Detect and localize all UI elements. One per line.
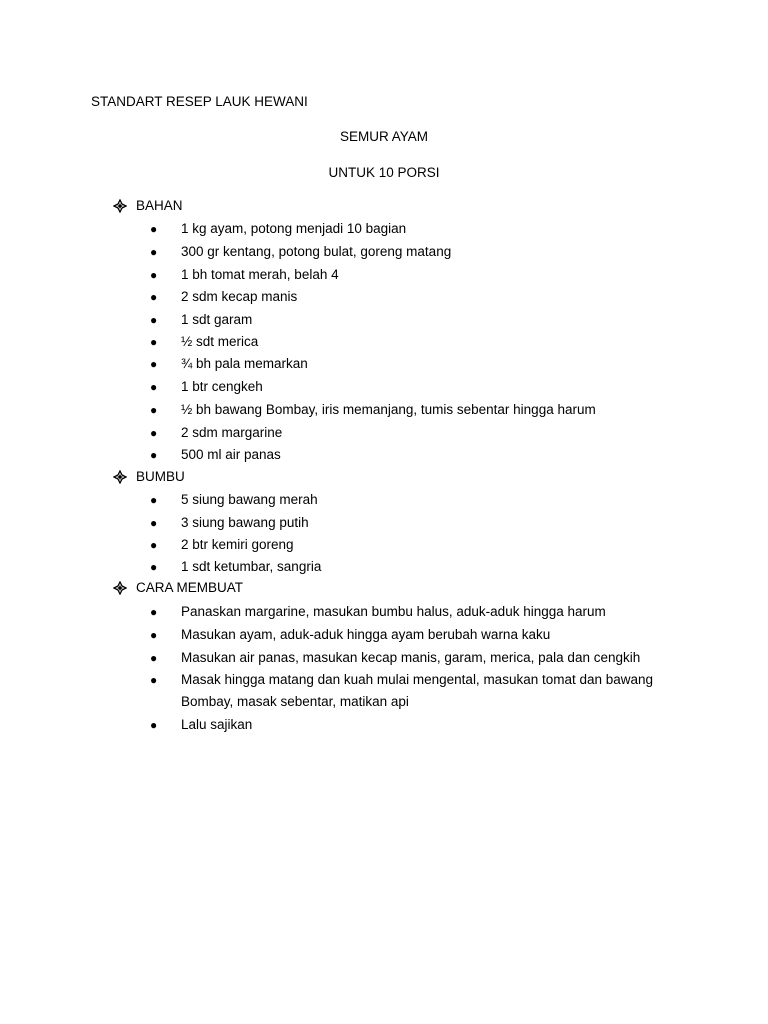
section-heading-label: BAHAN [136,198,183,213]
list-item: ● 2 sdm kecap manis [150,289,298,304]
section-heading-bahan [113,198,183,213]
section-heading-bumbu [113,469,185,484]
section-heading-cara-membuat [113,580,243,595]
list-item: ● 2 sdm margarine [150,425,283,440]
list-item: ● 2 btr kemiri goreng [150,537,294,552]
section-heading-label: CARA MEMBUAT [136,580,244,595]
list-item: ● Masukan air panas, masukan kecap manis, garam, merica, pala dan cengkih [150,650,641,665]
list-item: ● ½ sdt merica [150,334,259,349]
diamond-bullet-icon [113,199,127,213]
list-item: ● 3 siung bawang putih [150,515,309,530]
list-item: ● ½ bh bawang Bombay, iris memanjang, tumis sebentar hingga harum [150,402,596,417]
list-item: ● 300 gr kentang, potong bulat, goreng matang [150,244,452,259]
list-item: ● 1 kg ayam, potong menjadi 10 bagian [150,221,407,236]
document-title: STANDART RESEP LAUK HEWANI [91,94,308,109]
diamond-bullet-icon [113,470,127,484]
list-item: ● 5 siung bawang merah [150,492,318,507]
list-item: ● ¾ bh pala memarkan [150,356,308,371]
list-item: ● Lalu sajikan [150,717,253,732]
section-heading-label: BUMBU [136,469,185,484]
list-item: ● 1 btr cengkeh [150,379,263,394]
list-item: ● 1 sdt ketumbar, sangria [150,559,322,574]
portion-label: UNTUK 10 PORSI [328,165,440,180]
list-item: ● 500 ml air panas [150,447,281,462]
list-item: ● 1 sdt garam [150,312,253,327]
list-item: ● Masukan ayam, aduk-aduk hingga ayam berubah warna kaku [150,627,551,642]
list-item: ● Masak hingga matang dan kuah mulai mengental, masukan tomat dan bawang Bombay, masak sebentar, matikan api [150,672,654,709]
list-item: ● 1 bh tomat merah, belah 4 [150,267,339,282]
list-item: ● Panaskan margarine, masukan bumbu halus, aduk-aduk hingga harum [150,604,606,619]
dish-name: SEMUR AYAM [339,129,428,144]
diamond-bullet-icon [113,581,127,595]
